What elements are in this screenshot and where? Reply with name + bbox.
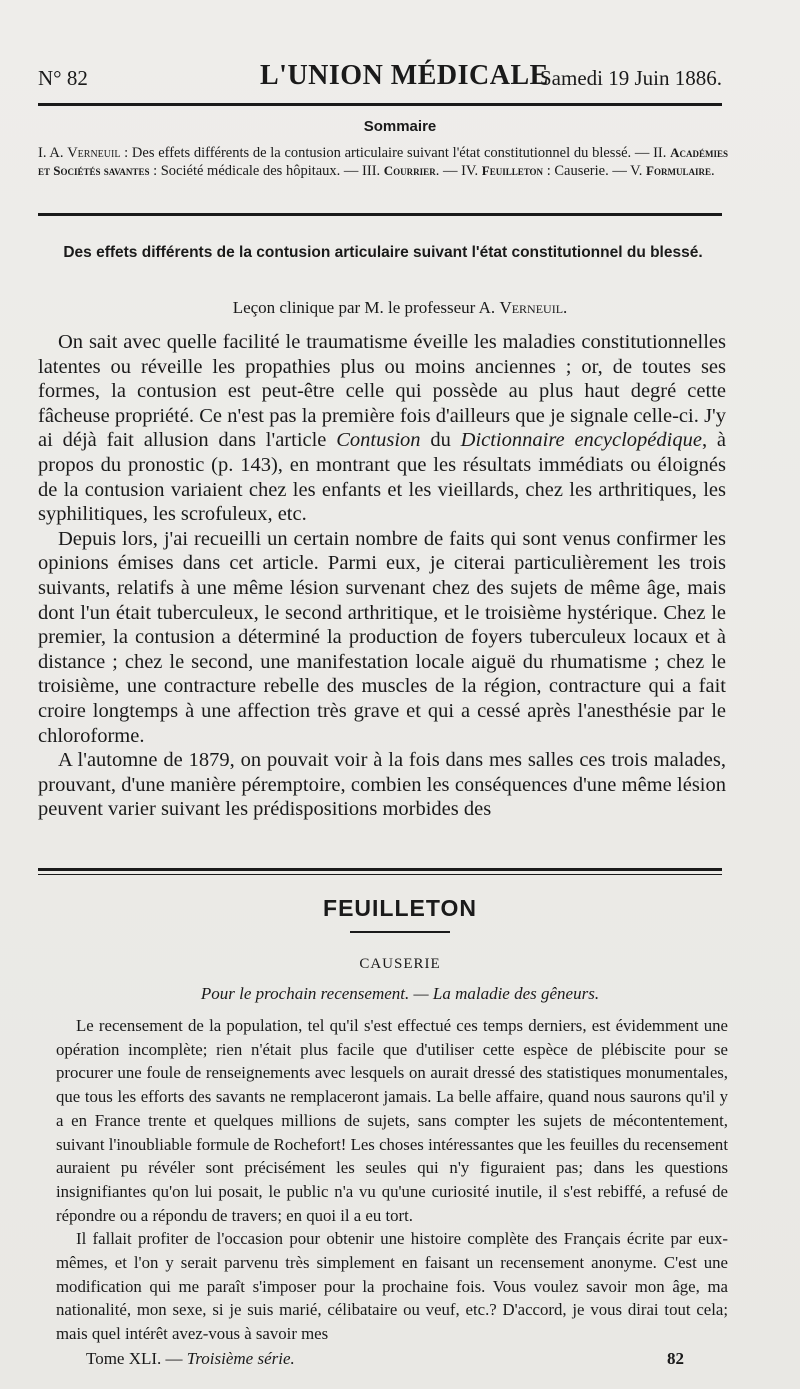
article-byline (0, 298, 800, 318)
feuilleton-paragraph: Il fallait profiter de l'occasion pour obtenir une histoire complète des Français écrite par eux-mêmes, et l'on y serait parvenu très simplement en faisant un recensement anonyme. C'est une modification qui me paraît s'imposer pour la prochaine fois. Vous voulez savoir mon âge, ma nationalité, mon sexe, si je suis marié, célibataire ou veuf, etc.? D'accord, je vous dirai tout cela; mais quel intérêt avez-vous à savoir mes (56, 1229, 728, 1344)
article-paragraph: Depuis lors, j'ai recueilli un certain nombre de faits qui sont venus confirmer les opinions émises dans cet article. Parmi eux, je citerai particulièrement les trois suivants, relatifs à une même lésion survenant chez des sujets de même âge, mais dont l'un était tuberculeux, le second arthritique, et le troisième hystérique. Chez le premier, la contusion a déterminé la production de foyers tuberculeux locaux et à distance ; chez le second, une manifestation locale aiguë du rhumatisme ; chez le troisième, une contracture rebelle des muscles de la région, contracture qui a fait croire longtemps à une affection très grave et qui a cessé après l'anesthésie par le chloroforme. (38, 527, 726, 747)
issue-number: N° 82 (38, 66, 88, 90)
sommaire-section: Académies et Sociétés savantes (38, 145, 728, 178)
sommaire-text: I. A. (38, 145, 68, 161)
feuilleton-underline (350, 931, 450, 933)
sommaire-section: Feuilleton (481, 163, 544, 178)
journal-title: L'UNION MÉDICALE (260, 60, 549, 91)
byline-text: Leçon clinique par M. le professeur A. (232, 298, 500, 317)
page-number: 82 (667, 1349, 684, 1368)
feuilleton-heading: FEUILLETON (323, 895, 477, 921)
serie-text: Troisième série. (186, 1349, 295, 1368)
sommaire-text: . (711, 163, 715, 179)
sommaire-text: : Société médicale des hôpitaux. — III. (149, 163, 384, 179)
tome-text: Tome XLI. — (86, 1349, 187, 1368)
sommaire-rule (38, 213, 722, 216)
feuilleton-body (56, 1014, 728, 1346)
tome-info (86, 1349, 295, 1369)
paragraph-text: du (420, 429, 461, 452)
sommaire-text: : Causerie. — V. (543, 163, 647, 179)
feuilleton-rule-bottom (38, 874, 722, 875)
feuilleton-paragraph: Le recensement de la population, tel qu'il s'est effectué ces temps derniers, est évidemment une opération incomplète; rien n'était plus facile que d'utiliser cette espèce de plébiscite pour se procurer une foule de renseignements avec lesquels on aurait dressé des statistiques monumentales, que tous les efforts des savants ne remplaceront jamais. La belle affaire, quand nous saurons qu'il y a en France trente et quelques millions de sujets, sans compter les sujets de mécontentement, suivant l'inoubliable formule de Rochefort! Les choses intéressantes que les feuilles du recensement auraient pu révéler sont précisément les seules qui n'y figuraient pas; dans les questions insignifiantes qu'on lui posait, le public n'a vu qu'une curiosité inutile, il s'est rebiffé, a refusé de répondre ou a répondu de travers; en quoi il a eu tort. (56, 1016, 728, 1225)
causerie-heading: CAUSERIE (359, 956, 441, 972)
article-body (38, 330, 726, 822)
sommaire-section: Courrier (383, 163, 436, 178)
sommaire-text: . — IV. (435, 163, 482, 179)
header-rule (38, 103, 722, 106)
sommaire-contents (38, 144, 728, 180)
italic-text: Dictionnaire encyclopédique (460, 429, 702, 452)
byline-author: Verneuil (499, 298, 564, 317)
sommaire-text: : Des effets différents de la contusion articulaire suivant l'état constitutionnel du blessé. — II. (120, 145, 671, 161)
article-title: Des effets différents de la contusion articulaire suivant l'état constitutionnel du blessé. (63, 244, 703, 261)
sommaire-author: Verneuil (67, 145, 121, 161)
page-footer (86, 1349, 684, 1373)
masthead (38, 60, 722, 98)
paragraph-text: On sait avec quelle facilité le traumatisme éveille les maladies constitutionnelles latentes ou réveille les propathies plus ou moins anciennes ; or, de toutes ses formes, la contusion est peut-être celle qui possède au plus haut degré cette fâcheuse propriété. Ce n'est pas la première fois d'ailleurs que je signale celle-ci. J'y ai déjà fait allusion dans l'article (38, 331, 726, 452)
feuilleton-rule-top (38, 868, 722, 871)
article-paragraph (38, 330, 726, 527)
article-paragraph: A l'automne de 1879, on pouvait voir à la fois dans mes salles ces trois malades, prouvant, d'une manière péremptoire, combien les conséquences d'une même lésion peuvent varier suivant les prédispositions morbides des (38, 749, 726, 821)
italic-text: Contusion (336, 429, 421, 452)
feuilleton-subtitle: Pour le prochain recensement. — La maladie des gêneurs. (200, 984, 600, 1003)
byline-text: . (563, 298, 568, 317)
sommaire-heading: Sommaire (363, 118, 437, 135)
issue-date: Samedi 19 Juin 1886. (540, 66, 722, 90)
paragraph-text: , à propos du pronostic (p. 143), en montrant que les résultats immédiats ou éloignés de la contusion variaient chez les enfants et les vieillards, chez les arthritiques, les syphilitiques, les scrofuleux, etc. (38, 429, 726, 526)
sommaire-section: Formulaire (646, 163, 711, 178)
